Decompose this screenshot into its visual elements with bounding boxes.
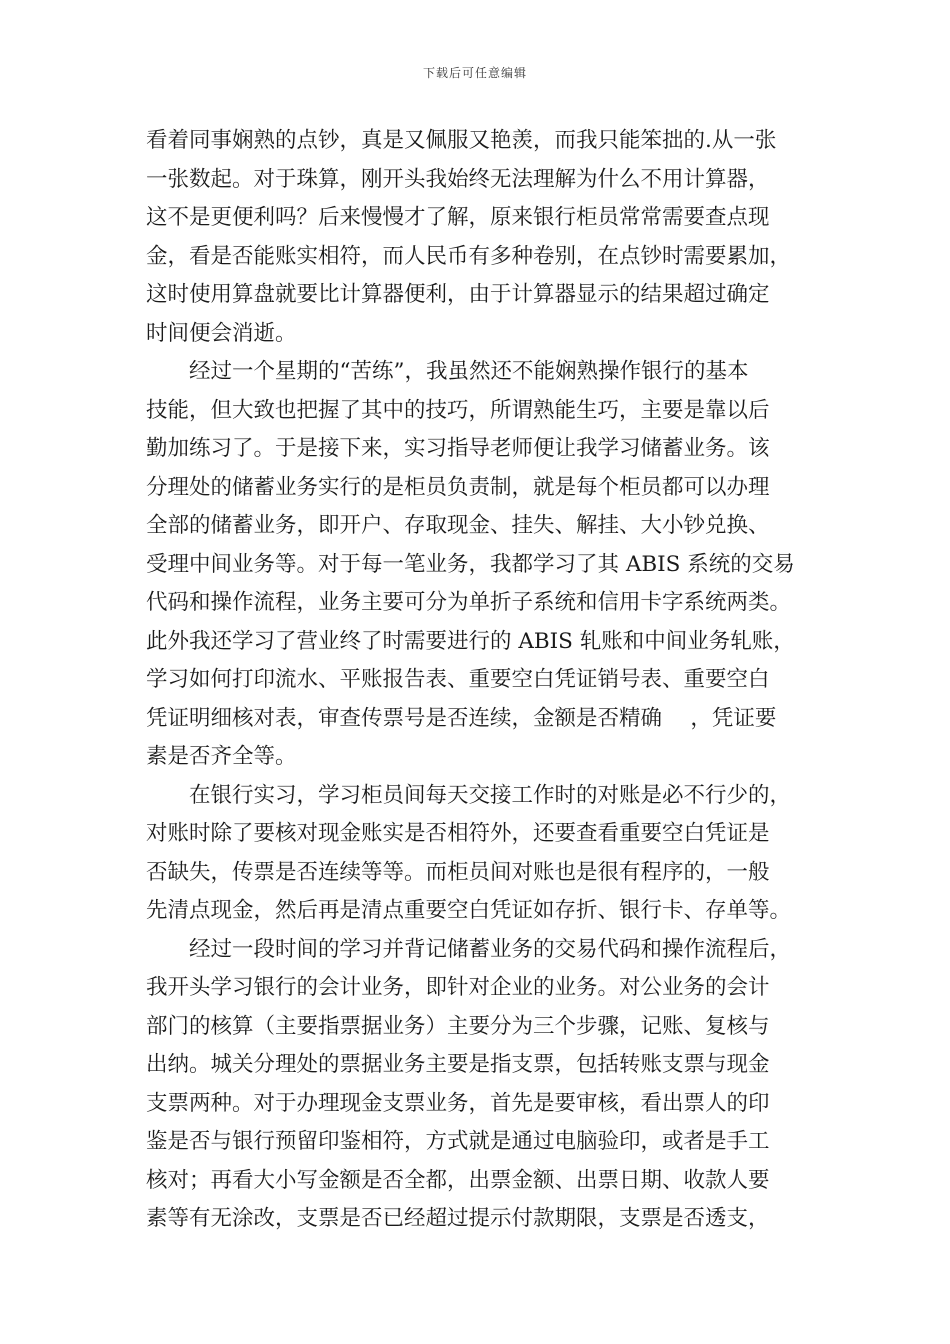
text-line: 受理中间业务等。对于每一笔业务，我都学习了其 ABIS 系统的交易 <box>146 551 795 577</box>
text-line: 鉴是否与银行预留印鉴相符，方式就是通过电脑验印，或者是手工 <box>146 1129 770 1154</box>
text-line: 这时使用算盘就要比计算器便利，由于计算器显示的结果超过确定 <box>146 282 770 307</box>
text-line: 分理处的储蓄业务实行的是柜员负责制，就是每个柜员都可以办理 <box>146 474 770 500</box>
text-line: 支票两种。对于办理现金支票业务，首先是要审核，看出票人的印 <box>146 1090 770 1116</box>
text-line: 部门的核算（主要指票据业务）主要分为三个步骤，记账、复核与 <box>146 1013 770 1039</box>
text-line: 学习如何打印流水、平账报告表、重要空白凭证销号表、重要空白 <box>146 667 770 692</box>
text-line: 这不是更便利吗？后来慢慢才了解，原来银行柜员常常需要查点现 <box>146 205 770 230</box>
page-header: 下载后可任意编辑 <box>422 66 527 80</box>
text-line: 经过一个星期的“苦练”，我虽然还不能娴熟操作银行的基本 <box>189 359 749 384</box>
text-line: 凭证明细核对表，审查传票号是否连续，金额是否精确 ，凭证要 <box>146 705 777 731</box>
text-line: 在银行实习，学习柜员间每天交接工作时的对账是必不行少的， <box>189 782 792 808</box>
text-line: 代码和操作流程，业务主要可分为单折子系统和信用卡字系统两类。 <box>146 590 792 615</box>
text-line: 核对；再看大小写金额是否全都，出票金额、出票日期、收款人要 <box>146 1167 770 1193</box>
text-line: 经过一段时间的学习并背记储蓄业务的交易代码和操作流程后， <box>189 936 792 962</box>
text-line: 出纳。城关分理处的票据业务主要是指支票，包括转账支票与现金 <box>146 1052 770 1077</box>
text-line: 看着同事娴熟的点钞，真是又佩服又艳羡，而我只能笨拙的.从一张 <box>146 128 777 153</box>
text-line: 否缺失，传票是否连续等等。而柜员间对账也是很有程序的，一般 <box>146 859 770 885</box>
text-line: 先清点现金，然后再是清点重要空白凭证如存折、银行卡、存单等。 <box>146 898 792 923</box>
text-line: 技能，但大致也把握了其中的技巧，所谓熟能生巧，主要是靠以后 <box>146 397 770 423</box>
text-line: 对账时除了要核对现金账实是否相符外，还要查看重要空白凭证是 <box>146 821 770 846</box>
text-line: 素等有无涂改，支票是否已经超过提示付款期限，支票是否透支， <box>146 1206 770 1231</box>
text-line: 金，看是否能账实相符，而人民币有多种卷别，在点钞时需要累加， <box>146 243 792 269</box>
text-line: 全部的储蓄业务，即开户、存取现金、挂失、解挂、大小钞兑换、 <box>146 513 770 538</box>
text-line: 素是否齐全等。 <box>146 744 297 769</box>
text-line: 一张数起。对于珠算，刚开头我始终无法理解为什么不用计算器， <box>146 166 770 192</box>
text-line: 时间便会消逝。 <box>146 320 297 346</box>
text-line: 勤加练习了。于是接下来，实习指导老师便让我学习储蓄业务。该 <box>146 436 770 461</box>
text-line: 我开头学习银行的会计业务，即针对企业的业务。对公业务的会计 <box>146 975 770 1000</box>
document-body <box>146 122 810 1239</box>
text-line: 此外我还学习了营业终了时需要进行的 ABIS 轧账和中间业务轧账， <box>146 628 795 654</box>
